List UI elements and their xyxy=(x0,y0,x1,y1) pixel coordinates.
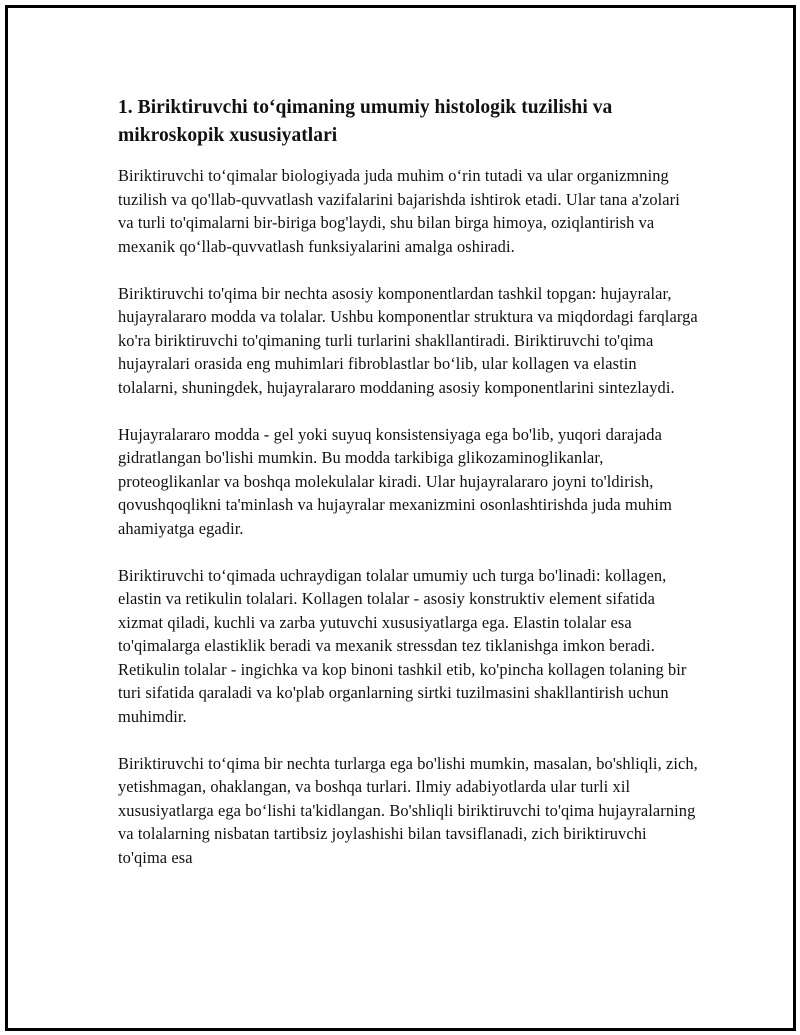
paragraph: Biriktiruvchi to'qima bir nechta asosiy komponentlardan tashkil topgan: hujayralar, hujayralararo modda va tolalar. Ushbu komponentlar struktura va miqdordagi farqlarga ko'ra biriktiruvchi to'qimaning turli turlarini shakllantiradi. Biriktiruvchi to'qima hujayralari orasida eng muhimlari fibroblastlar bo‘lib, ular kollagen va elastin tolalarni, shuningdek, hujayralararo moddaning asosiy komponentlarini sintezlaydi. xyxy=(118,283,698,397)
section-heading: 1. Biriktiruvchi to‘qimaning umumiy histologik tuzilishi va mikroskopik xususiyatlari xyxy=(118,97,613,146)
document-body xyxy=(118,94,698,893)
document-page xyxy=(5,5,796,1031)
paragraph: Biriktiruvchi to‘qima bir nechta turlarga ega bo'lishi mumkin, masalan, bo'shliqli, zich, yetishmagan, ohaklangan, va boshqa turlari. Ilmiy adabiyotlarda ular turli xil xususiyatlarga ega bo‘lishi ta'kidlangan. Bo'shliqli biriktiruvchi to'qima hujayralarning va tolalarning nisbatan tartibsiz joylashishi bilan tavsiflanadi, zich biriktiruvchi to'qima esa xyxy=(118,753,698,867)
paragraph: Biriktiruvchi to‘qimada uchraydigan tolalar umumiy uch turga bo'linadi: kollagen, elastin va retikulin tolalari. Kollagen tolalar - asosiy konstruktiv element sifatida xizmat qiladi, kuchli va zarba yutuvchi xususiyatlarga ega. Elastin tolalar esa to'qimalarga elastiklik beradi va mexanik stressdan tez tiklanishga imkon beradi. Retikulin tolalar - ingichka va kop binoni tashkil etib, ko'pincha kollagen tolaning bir turi sifatida qaraladi va ko'plab organlarning sirtki tuzilmasini shakllantirish uchun muhimdir. xyxy=(118,565,687,726)
paragraph: Biriktiruvchi to‘qimalar biologiyada juda muhim o‘rin tutadi va ular organizmning tuzilish va qo'llab-quvvatlash vazifalarini bajarishda ishtirok etadi. Ular tana a'zolari va turli to'qimalarni bir-biriga bog'laydi, shu bilan birga himoya, oziqlantirish va mexanik qo‘llab-quvvatlash funksiyalarini amalga oshiradi. xyxy=(118,166,680,256)
paragraph: Hujayralararo modda - gel yoki suyuq konsistensiyaga ega bo'lib, yuqori darajada gidratlangan bo'lishi mumkin. Bu modda tarkibiga glikozaminoglikanlar, proteoglikanlar va boshqa molekulalar kiradi. Ular hujayralararo joyni to'ldirish, qovushqoqlikni ta'minlash va hujayralar mexanizmini osonlashtirishda juda muhim ahamiyatga egadir. xyxy=(118,424,672,538)
